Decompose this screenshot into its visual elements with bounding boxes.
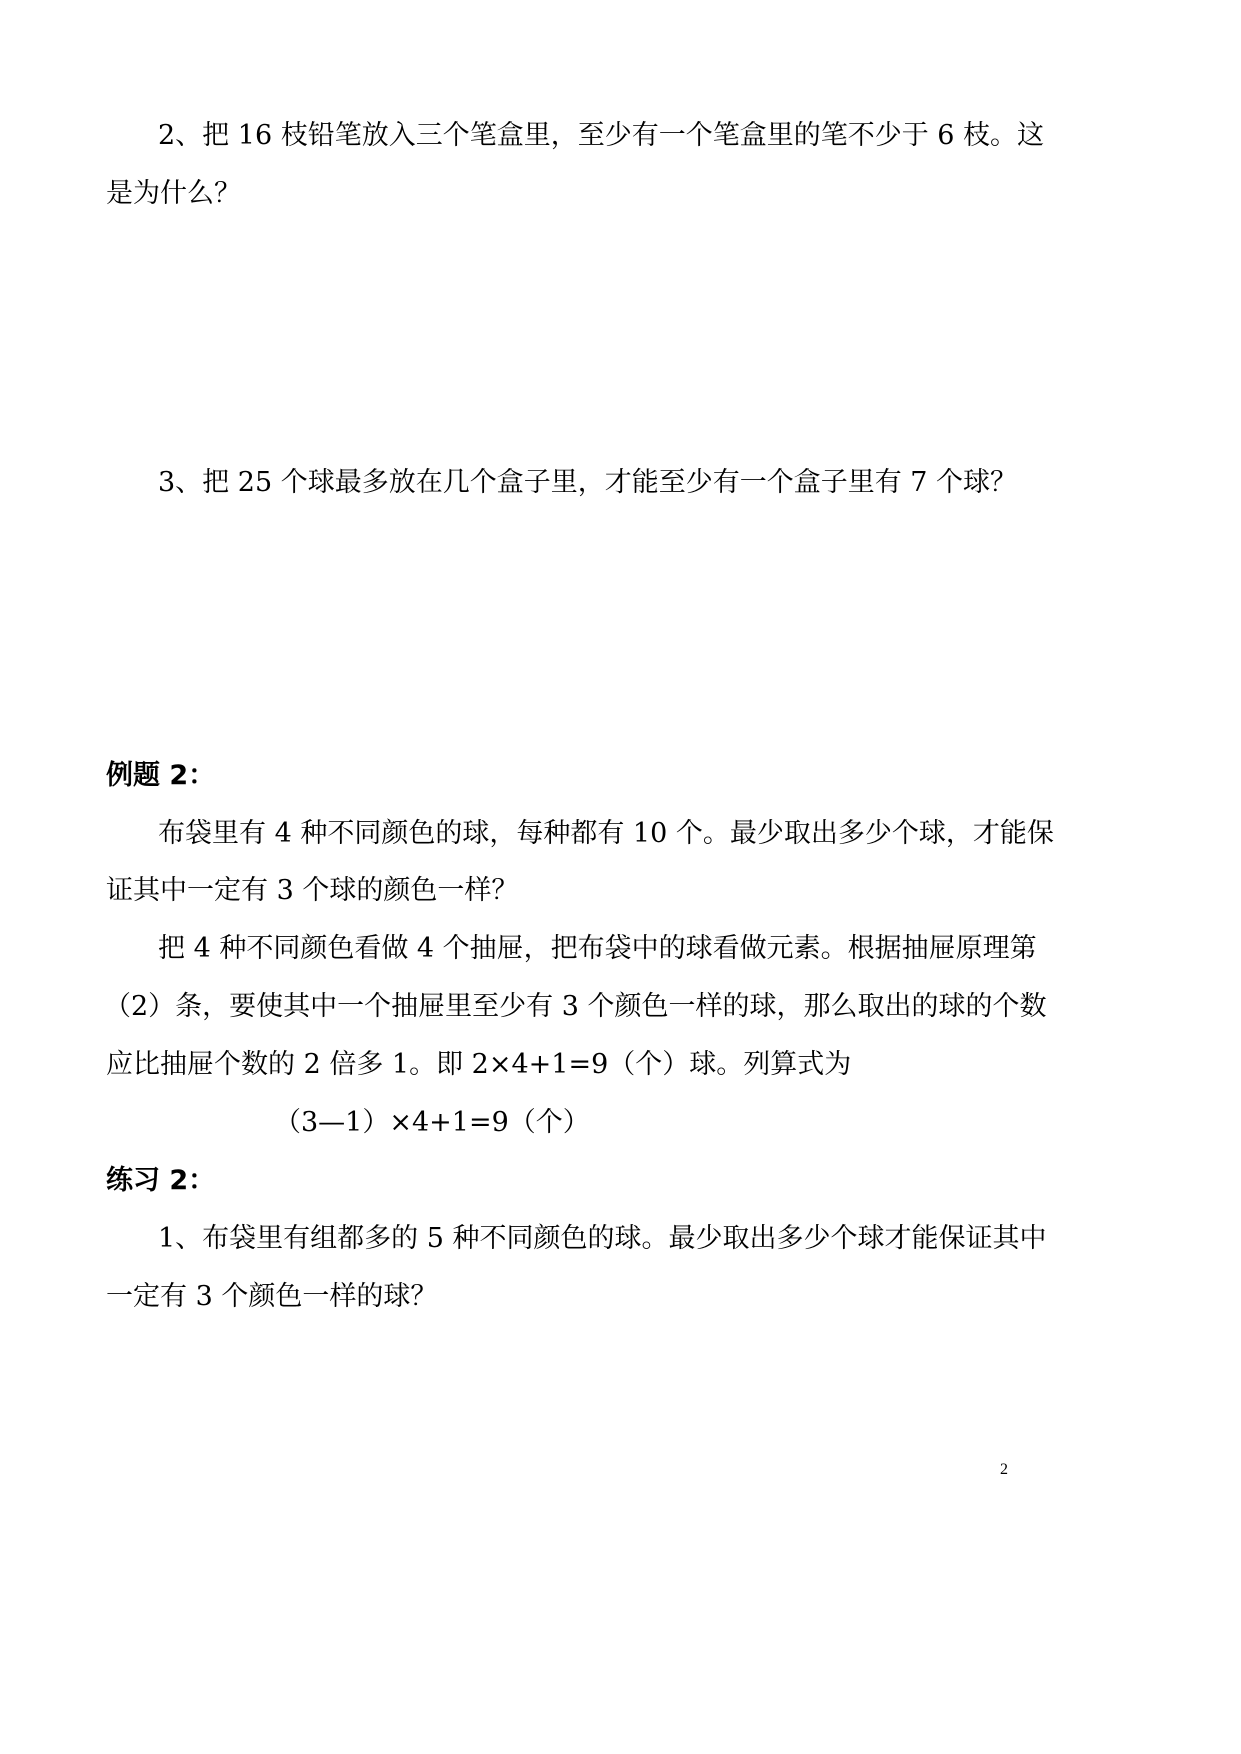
problem-2-line-1: 2、把 16 枝铅笔放入三个笔盒里，至少有一个笔盒里的笔不少于 6 枝。这 — [158, 120, 1045, 151]
example-2-answer-line-1: 把 4 种不同颜色看做 4 个抽屉，把布袋中的球看做元素。根据抽屉原理第 — [158, 933, 1037, 964]
example-2-question-line-2: 证其中一定有 3 个球的颜色一样？ — [106, 875, 519, 906]
example-2-answer-line-2: （2）条，要使其中一个抽屉里至少有 3 个颜色一样的球，那么取出的球的个数 — [104, 991, 1047, 1022]
example-2-question-line-1: 布袋里有 4 种不同颜色的球，每种都有 10 个。最少取出多少个球，才能保 — [158, 818, 1054, 849]
practice-2-problem-1-line-1: 1、布袋里有组都多的 5 种不同颜色的球。最少取出多少个球才能保证其中 — [158, 1223, 1047, 1254]
practice-2-heading: 练习 2： — [106, 1165, 216, 1196]
problem-3-line-1: 3、把 25 个球最多放在几个盒子里，才能至少有一个盒子里有 7 个球？ — [158, 467, 1018, 498]
example-2-formula: （3—1）×4+1=9（个） — [274, 1107, 590, 1138]
problem-2-line-2: 是为什么？ — [106, 178, 241, 209]
example-2-heading: 例题 2： — [106, 760, 216, 791]
page-number: 2 — [1000, 1461, 1008, 1478]
example-2-answer-line-3: 应比抽屉个数的 2 倍多 1。即 2×4+1=9（个）球。列算式为 — [106, 1049, 852, 1080]
practice-2-problem-1-line-2: 一定有 3 个颜色一样的球？ — [106, 1281, 438, 1312]
